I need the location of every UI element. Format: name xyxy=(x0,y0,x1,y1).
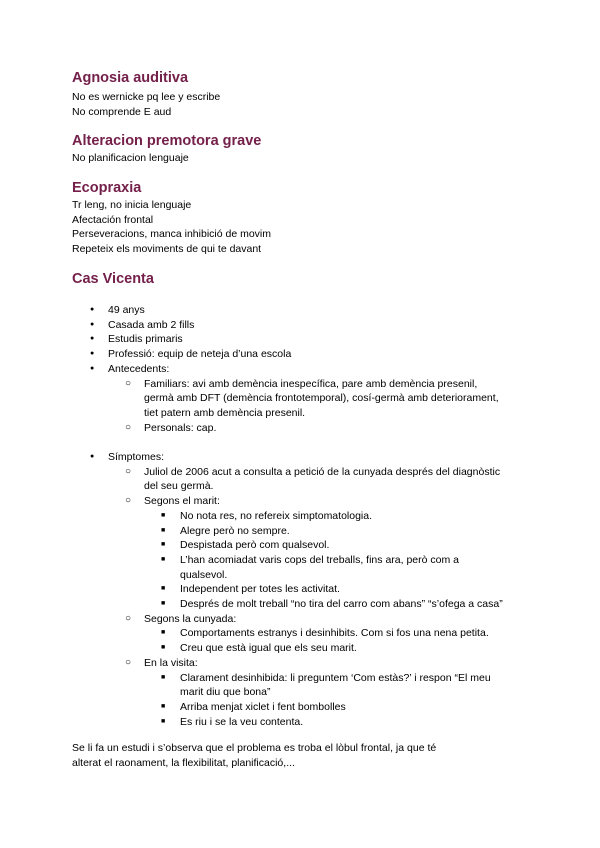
text-line: Perseveracions, manca inhibició de movim xyxy=(72,228,272,241)
text-line: qualsevol. xyxy=(180,568,228,581)
list-item: ■ Després de molt treball “no tira del carro com abans” “s’ofega a casa” xyxy=(180,597,548,612)
list-item-label: En la visita: xyxy=(144,656,198,669)
heading-agnosia-auditiva: Agnosia auditiva xyxy=(72,70,189,86)
list-item-husband xyxy=(144,494,548,612)
list-item-familiars xyxy=(144,377,548,421)
list-item: ■ Despistada però com qualsevol. xyxy=(180,538,548,553)
list-item: ● Professió: equip de neteja d’una escola xyxy=(108,347,548,362)
list-item-label: Antecedents: xyxy=(108,362,170,375)
list-item-visit xyxy=(144,656,548,730)
list-item-label: Segons el marit: xyxy=(144,495,220,508)
list-item-personals: ○ Personals: cap. xyxy=(144,421,548,436)
spacer xyxy=(108,435,548,450)
list-item-intro xyxy=(144,465,548,494)
list-item-antecedents xyxy=(108,362,548,436)
symptoms-sublist xyxy=(144,465,548,730)
heading-cas-vicenta: Cas Vicenta xyxy=(72,271,154,287)
list-item: ■ Creu que està igual que els seu marit. xyxy=(180,641,548,656)
visit-sublist xyxy=(180,671,548,730)
heading-alteracion-premotora: Alteracion premotora grave xyxy=(72,133,262,149)
list-item-symptoms xyxy=(108,450,548,729)
case-bullet-list xyxy=(108,303,548,729)
list-item xyxy=(180,671,548,700)
text-line: alterat el raonament, la flexibilitat, planificació,... xyxy=(72,756,295,769)
section-agnosia-text xyxy=(72,90,220,119)
text-line: No es wernicke pq lee y escribe xyxy=(72,91,221,103)
antecedents-sublist xyxy=(144,377,548,436)
list-item: ■ Arriba menjat xiclet i fent bombolles xyxy=(180,700,548,715)
list-item: ■ Comportaments estranys i desinhibits. Com si fos una nena petita. xyxy=(180,626,548,641)
list-item-label: Símptomes: xyxy=(108,451,165,464)
text-line: Afectación frontal xyxy=(72,213,154,226)
heading-ecopraxia: Ecopraxia xyxy=(72,180,142,196)
text-line: germà amb DFT (demència frontotemporal), cosí-germà amb deteriorament, xyxy=(144,392,499,405)
list-item xyxy=(180,553,548,582)
list-item-label: Segons la cunyada: xyxy=(144,612,237,625)
husband-sublist xyxy=(180,509,548,612)
text-line: del seu germà. xyxy=(144,480,214,493)
text-line: ○ Juliol de 2006 acut a consulta a petició de la cunyada després del diagnòstic xyxy=(144,465,501,478)
text-line: Se li fa un estudi i s’observa que el problema es troba el lòbul frontal, ja que té xyxy=(72,742,437,754)
sister-in-law-sublist xyxy=(180,626,548,655)
section-alteracion-text xyxy=(72,151,189,166)
text-line: Repeteix els moviments de qui te davant xyxy=(72,243,262,256)
section-ecopraxia-text xyxy=(72,198,271,257)
list-item: ■ Es riu i se la veu contenta. xyxy=(180,715,548,730)
list-item-sister-in-law xyxy=(144,612,548,656)
list-item: ● Casada amb 2 fills xyxy=(108,318,548,333)
text-line: Tr leng, no inicia lenguaje xyxy=(72,199,192,211)
list-item: ● Estudis primaris xyxy=(108,332,548,347)
conclusion-paragraph xyxy=(72,741,436,770)
text-line: ■ Clarament desinhibida: li preguntem ‘Com estàs?’ i respon “El meu xyxy=(180,671,491,684)
text-line: ○ Familiars: avi amb demència inespecífica, pare amb demència presenil, xyxy=(144,377,478,390)
list-item: ● 49 anys xyxy=(108,303,548,318)
list-item: ■ No nota res, no refereix simptomatologia. xyxy=(180,509,548,524)
list-item: ■ Alegre però no sempre. xyxy=(180,524,548,539)
text-line: No comprende E aud xyxy=(72,105,172,118)
text-line: No planificacion lenguaje xyxy=(72,152,189,164)
list-item: ■ Independent per totes les activitat. xyxy=(180,582,548,597)
text-line: marit diu que bona” xyxy=(180,686,271,699)
text-line: tiet patern amb demència presenil. xyxy=(144,406,306,419)
text-line: ■ L’han acomiadat varis cops del treballs, fins ara, però com a xyxy=(180,553,459,566)
